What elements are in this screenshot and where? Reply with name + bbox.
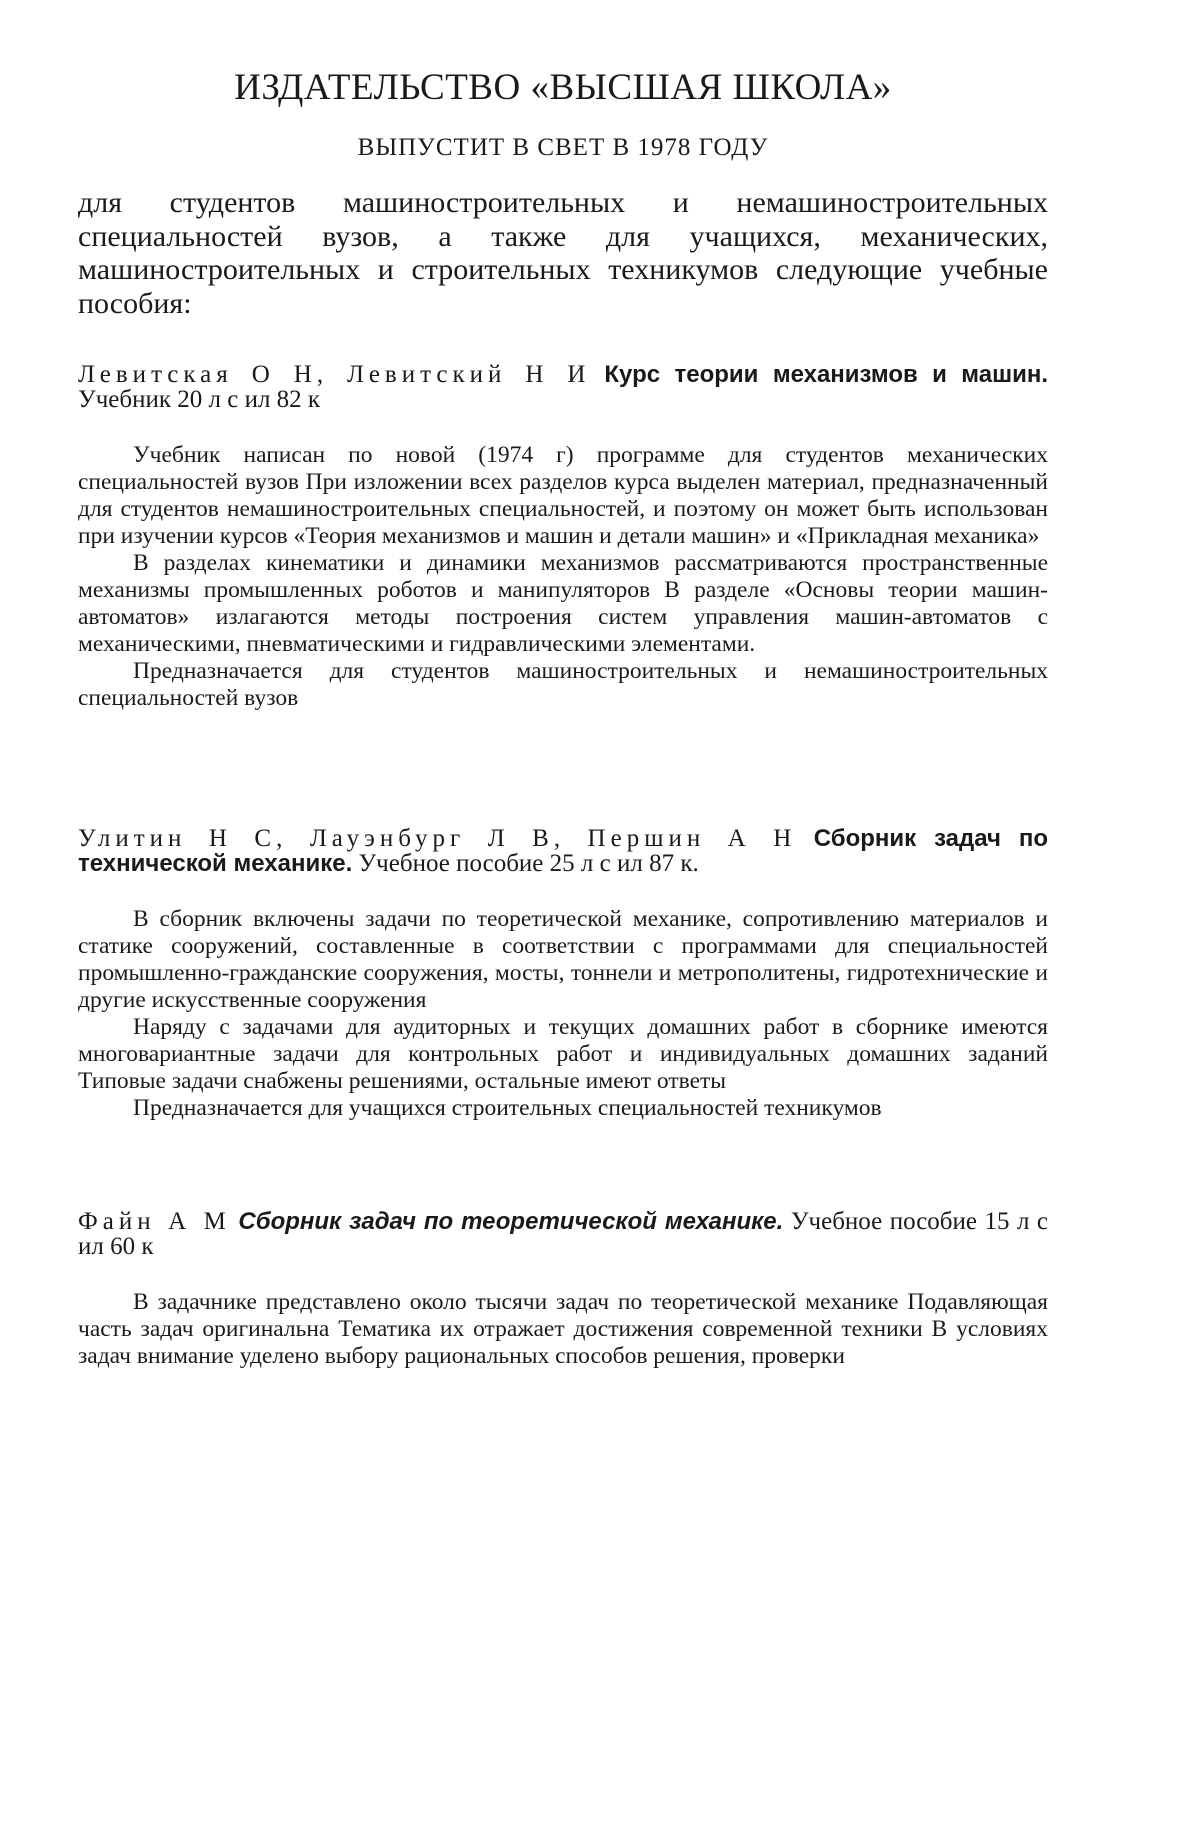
- description-paragraph: Учебник написан по новой (1974 г) программе для студентов механических специальностей вузов При изложении всех разделов курса выделен материал, предназначенный для студентов немашиностроительных специальностей, и поэтому он может быть использован при изучении курсов «Теория механизмов и машин и детали машин» и «Прикладная механика»: [78, 442, 1048, 549]
- description-paragraph: Предназначается для учащихся строительных специальностей техникумов: [133, 1095, 882, 1121]
- book-authors: Улитин Н С, Лауэнбург Л В, Першин А Н: [78, 825, 797, 852]
- publisher-subtitle: ВЫПУСТИТ В СВЕТ В 1978 ГОДУ: [357, 134, 769, 161]
- book-header: [78, 362, 1048, 412]
- description-paragraph: Наряду с задачами для аудиторных и текущих домашних работ в сборнике имеются многовариантные задачи для контрольных работ и индивидуальных домашних заданий Типовые задачи снабжены решениями, остальные имеют ответы: [78, 1014, 1048, 1094]
- publisher-title: ИЗДАТЕЛЬСТВО «ВЫСШАЯ ШКОЛА»: [234, 67, 892, 108]
- book-description: [78, 1289, 1048, 1370]
- book-meta: Учебное пособие 25 л с ил 87 к.: [358, 850, 699, 877]
- intro-paragraph: для студентов машиностроительных и немашиностроительных специальностей вузов, а также для учащихся, механических, машиностроительных и строительных техникумов следующие учебные пособия:: [78, 186, 1048, 320]
- book-authors: Файн А М: [78, 1208, 231, 1235]
- book-header: [78, 826, 1048, 876]
- book-entry: [78, 1209, 1048, 1370]
- book-meta: Учебное пособие 15 л с ил 60 к: [78, 1208, 1049, 1260]
- book-title: Сборник задач по технической механике.: [78, 825, 1048, 877]
- book-description: [78, 906, 1048, 1122]
- description-paragraph: В задачнике представлено около тысячи задач по теоретической механике Подавляющая часть задач оригинальна Тематика их отражает достижения современной техники В условиях задач внимание уделено выбору рациональных способов решения, проверки: [78, 1289, 1048, 1369]
- book-authors: Левитская О Н, Левитский Н И: [78, 361, 591, 388]
- book-description: [78, 442, 1048, 712]
- book-entry: [78, 362, 1048, 712]
- book-title: Курс теории механизмов и машин.: [604, 361, 1048, 388]
- book-meta: Учебник 20 л с ил 82 к: [78, 386, 321, 413]
- description-paragraph: В разделах кинематики и динамики механизмов рассматриваются пространственные механизмы промышленных роботов и манипуляторов В разделе «Основы теории машин-автоматов» излагаются методы построения систем управления машин-автоматов с механическими, пневматическими и гидравлическими элементами.: [78, 550, 1048, 657]
- book-entry: [78, 826, 1048, 1122]
- description-paragraph: Предназначается для студентов машиностроительных и немашиностроительных специальностей вузов: [78, 658, 1048, 711]
- book-title: Сборник задач по теоретической механике.: [238, 1208, 784, 1235]
- description-paragraph: В сборник включены задачи по теоретической механике, сопротивлению материалов и статике сооружений, составленные в соответствии с программами для специальностей промышленно-гражданские сооружения, мосты, тоннели и метрополитены, гидротехнические и другие искусственные сооружения: [78, 906, 1048, 1013]
- book-header: [78, 1209, 1048, 1259]
